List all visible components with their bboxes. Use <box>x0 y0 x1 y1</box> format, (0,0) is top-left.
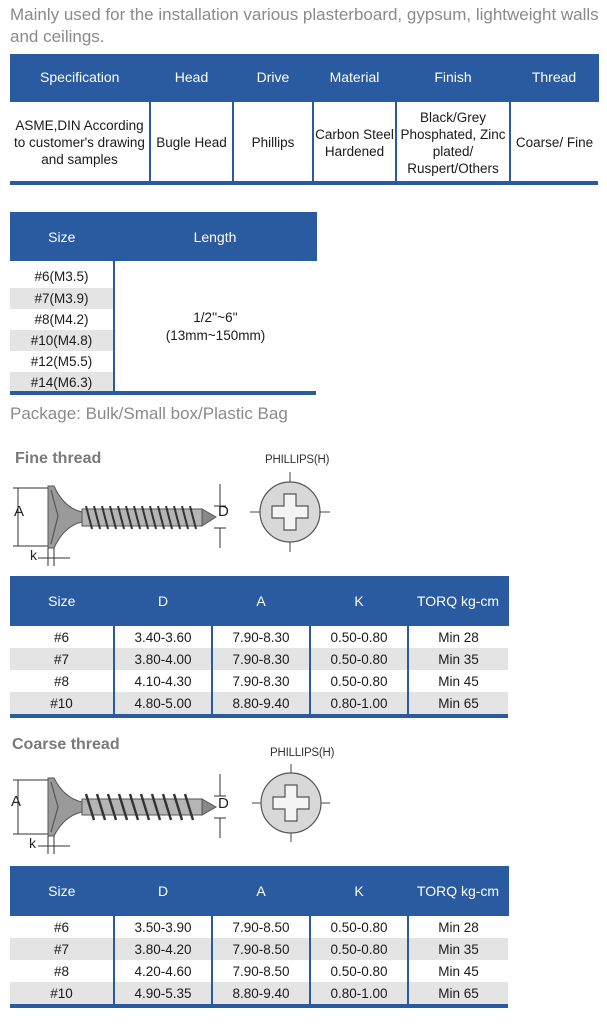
table-cell: Min 35 <box>408 648 508 670</box>
coarse-header-torq: TORQ kg-cm <box>408 866 508 916</box>
fine-phillips-drive-icon <box>250 472 330 552</box>
size-row <box>10 261 316 288</box>
coarse-thread-title: Coarse thread <box>12 736 120 753</box>
length-inches: 1/2''~6'' <box>193 310 238 325</box>
size-table-bottom-rule <box>10 391 316 395</box>
fine-thread-table <box>10 576 509 714</box>
coarse-phillips-drive-icon <box>252 764 330 842</box>
table-cell: #6 <box>53 919 70 935</box>
table-cell: 8.80-9.40 <box>212 692 310 714</box>
table-cell: #10 <box>10 982 114 1004</box>
table-row <box>10 692 508 714</box>
table-cell: #7 <box>10 648 114 670</box>
table-cell: 7.90-8.30 <box>212 626 310 648</box>
coarse-screw-drawing <box>10 768 235 858</box>
size-cell: #6(M3.5) <box>34 269 89 284</box>
table-cell: Min 28 <box>408 626 508 648</box>
coarse-header-row <box>10 866 508 916</box>
table-cell: Min 45 <box>408 670 508 692</box>
spec-header-row <box>10 54 598 101</box>
coarse-phillips-label: PHILLIPS(H) <box>270 747 335 759</box>
spec-cell-head: Bugle Head <box>150 101 233 183</box>
table-cell: 4.10-4.30 <box>114 670 212 692</box>
spec-table-bottom-rule <box>10 181 598 185</box>
table-cell: 0.50-0.80 <box>310 626 408 648</box>
table-cell: 0.50-0.80 <box>310 648 408 670</box>
table-cell: 4.90-5.35 <box>114 982 212 1004</box>
fine-table-bottom-rule <box>10 714 508 718</box>
table-cell: 3.80-4.20 <box>114 938 212 960</box>
table-cell: Min 45 <box>408 960 508 982</box>
fine-dim-k: k <box>30 547 37 563</box>
spec-header-drive: Drive <box>233 54 313 101</box>
table-cell: #8 <box>53 963 70 979</box>
table-cell: 3.80-4.00 <box>114 648 212 670</box>
table-cell: 0.50-0.80 <box>310 670 408 692</box>
table-cell: 3.50-3.90 <box>114 916 212 938</box>
table-cell: 0.80-1.00 <box>310 692 408 714</box>
coarse-table-bottom-rule <box>10 1004 508 1008</box>
spec-header-thread: Thread <box>510 54 598 101</box>
table-cell: #7 <box>10 938 114 960</box>
coarse-dim-k: k <box>29 835 36 851</box>
spec-header-material: Material <box>313 54 396 101</box>
table-row <box>10 916 508 938</box>
table-cell: 7.90-8.50 <box>212 938 310 960</box>
table-row <box>10 626 508 648</box>
spec-table <box>10 54 599 183</box>
package-text: Package: Bulk/Small box/Plastic Bag <box>10 404 288 423</box>
size-cell: #7(M3.9) <box>10 288 114 309</box>
table-cell: Min 28 <box>408 916 508 938</box>
table-cell: #8 <box>53 673 70 689</box>
coarse-dim-d: D <box>218 795 229 812</box>
table-cell: #10 <box>10 692 114 714</box>
fine-header-torq: TORQ kg-cm <box>408 576 508 626</box>
table-cell: Min 65 <box>408 692 508 714</box>
spec-cell-specification: ASME,DIN According to customer's drawing and samples <box>10 101 150 183</box>
fine-header-d: D <box>114 576 212 626</box>
table-cell: Min 35 <box>408 938 508 960</box>
size-cell: #8(M4.2) <box>34 312 89 327</box>
table-cell: #6 <box>53 629 70 645</box>
table-cell: 8.80-9.40 <box>212 982 310 1004</box>
spec-cell-thread: Coarse/ Fine <box>510 101 598 183</box>
table-row <box>10 670 508 692</box>
fine-thread-title: Fine thread <box>15 450 102 467</box>
spec-cell-material: Carbon Steel Hardened <box>313 101 396 183</box>
table-cell: Min 65 <box>408 982 508 1004</box>
fine-dim-d: D <box>218 503 229 520</box>
length-cell <box>114 261 316 393</box>
fine-header-k: K <box>310 576 408 626</box>
table-cell: 4.80-5.00 <box>114 692 212 714</box>
size-cell: #14(M6.3) <box>10 372 114 393</box>
spec-cell-drive: Phillips <box>233 101 313 183</box>
table-cell: 7.90-8.30 <box>212 670 310 692</box>
size-header: Size <box>10 212 114 261</box>
fine-header-a: A <box>212 576 310 626</box>
length-mm: (13mm~150mm) <box>165 328 266 343</box>
size-length-table <box>10 212 317 393</box>
coarse-header-d: D <box>114 866 212 916</box>
fine-dim-a: A <box>14 503 25 520</box>
spec-header-specification: Specification <box>10 54 150 101</box>
table-row <box>10 938 508 960</box>
table-row <box>10 982 508 1004</box>
fine-header-row <box>10 576 508 626</box>
length-header: Length <box>114 212 316 261</box>
table-cell: 0.80-1.00 <box>310 982 408 1004</box>
coarse-header-size: Size <box>10 866 114 916</box>
table-cell: 3.40-3.60 <box>114 626 212 648</box>
coarse-dim-a: A <box>11 793 22 810</box>
spec-header-finish: Finish <box>396 54 510 101</box>
table-cell: 0.50-0.80 <box>310 916 408 938</box>
size-cell: #10(M4.8) <box>10 330 114 351</box>
table-cell: 4.20-4.60 <box>114 960 212 982</box>
coarse-header-k: K <box>310 866 408 916</box>
fine-screw-drawing <box>10 476 235 566</box>
table-cell: 0.50-0.80 <box>310 960 408 982</box>
size-cell: #12(M5.5) <box>30 354 93 369</box>
fine-header-size: Size <box>10 576 114 626</box>
fine-phillips-label: PHILLIPS(H) <box>265 454 330 466</box>
spec-cell-finish: Black/Grey Phosphated, Zinc plated/ Ruspert/Others <box>396 101 510 183</box>
table-row <box>10 960 508 982</box>
coarse-header-a: A <box>212 866 310 916</box>
table-cell: 0.50-0.80 <box>310 938 408 960</box>
table-row <box>10 648 508 670</box>
spec-header-head: Head <box>150 54 233 101</box>
spec-row <box>10 101 598 183</box>
table-cell: 7.90-8.50 <box>212 960 310 982</box>
table-cell: 7.90-8.30 <box>212 648 310 670</box>
table-cell: 7.90-8.50 <box>212 916 310 938</box>
coarse-thread-table <box>10 866 509 1004</box>
intro-text: Mainly used for the installation various plasterboard, gypsum, lightweight walls and ceilings. <box>10 5 599 46</box>
size-header-row <box>10 212 316 261</box>
